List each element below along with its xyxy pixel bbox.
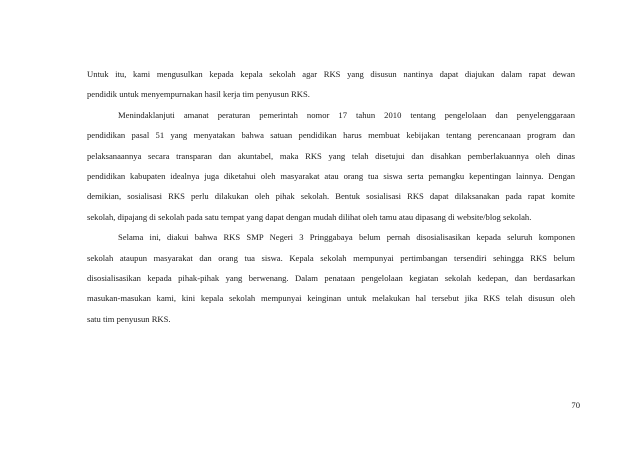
text-line: Untuk itu, kami mengusulkan kepada kepala sekolah agar RKS yang disusun nantinya dapat diajukan dalam rapat dewan [87,69,575,79]
text-line: masukan-masukan kami, kini kepala sekolah mempunyai keinginan untuk melakukan hal tersebut jika RKS telah disusun oleh [87,293,575,304]
text-line: pendidik untuk menyempurnakan hasil kerja tim penyusun RKS. [87,89,310,100]
page-number: 70 [571,400,580,410]
text-line: demikian, sosialisasi RKS perlu dilakukan oleh pihak sekolah. Bentuk sosialisasi RKS dapat dilaksanakan pada rapat komite [87,191,575,202]
text-line: pelaksanaannya secara transparan dan akuntabel, maka RKS yang telah disetujui dan disahkan pemberlakuannya oleh dinas [87,150,575,161]
body-text [87,64,575,329]
text-line: sekolah ataupun masyarakat dan orang tua siswa. Kepala sekolah mempunyai pertimbangan tersendiri sehingga RKS belum [87,252,575,263]
text-line: disosialisasikan kepada pihak-pihak yang berwenang. Dalam penataan pengelolaan kegiatan sekolah kedepan, dan berdasarkan [87,272,575,283]
text-line: satu tim penyusun RKS. [87,313,171,324]
text-line: pendidikan kabupaten idealnya juga diketahui oleh masyarakat atau orang tua siswa serta pemangku kepentingan lainnya. Dengan [87,170,575,181]
text-line: Menindaklanjuti amanat peraturan pemerintah nomor 17 tahun 2010 tentang pengelolaan dan penyelenggaraan [118,109,575,120]
text-line: Selama ini, diakui bahwa RKS SMP Negeri 3 Pringgabaya belum pernah disosialisasikan kepada seluruh komponen [118,232,575,243]
text-line: pendidikan pasal 51 yang menyatakan bahwa satuan pendidikan harus membuat kebijakan tentang perencanaan program dan [87,130,575,141]
text-line: sekolah, dipajang di sekolah pada satu tempat yang dapat dengan mudah dilihat oleh tamu atau dipasang di website/blog sekolah. [87,211,532,222]
